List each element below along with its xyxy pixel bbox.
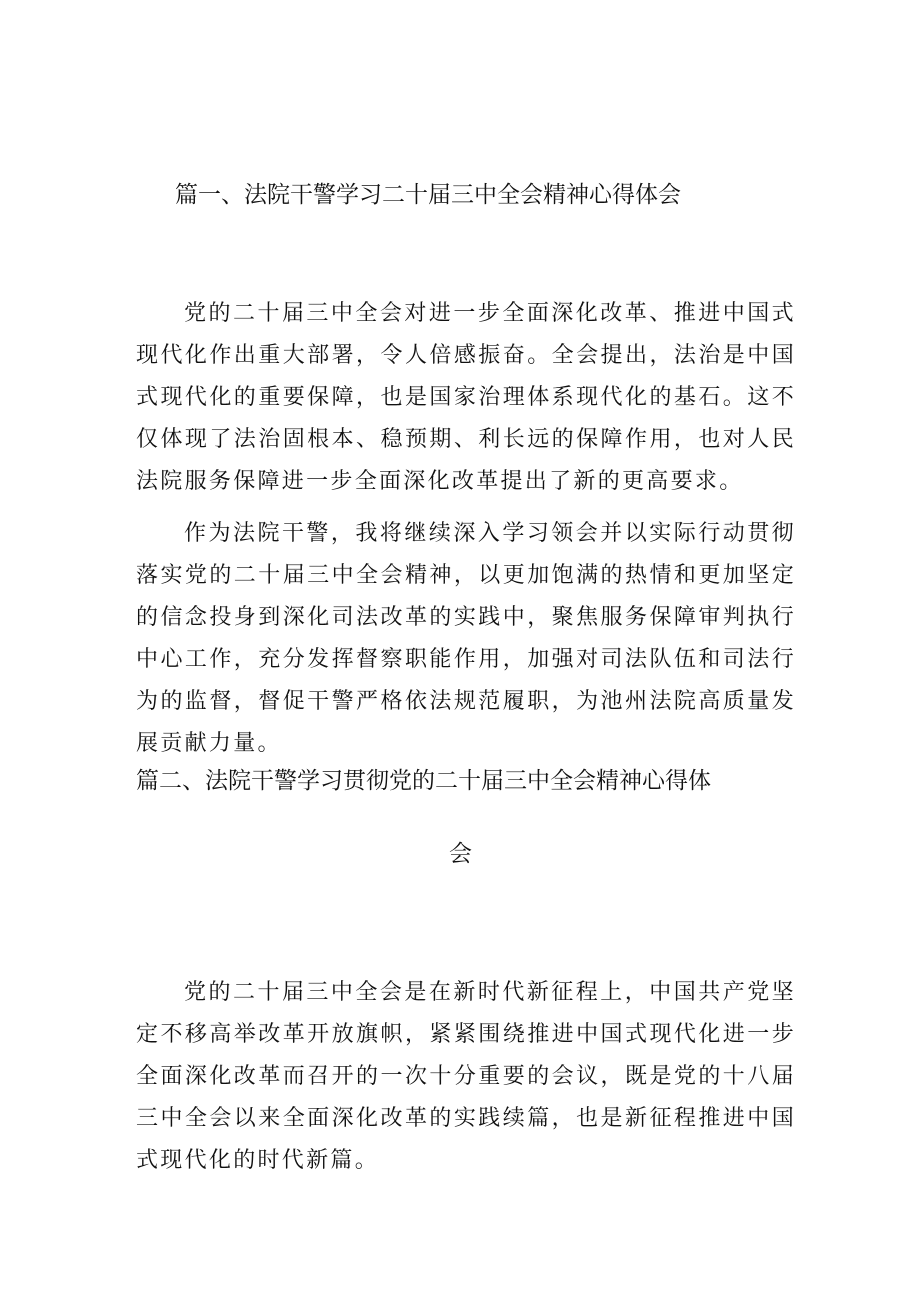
- section-1-paragraph-2: 作为法院干警，我将继续深入学习领会并以实际行动贯彻落实党的二十届三中全会精神，以更加饱满的热情和更加坚定的信念投身到深化司法改革的实践中，聚焦服务保障审判执行中心工作，充分发挥督察职能作用，加强对司法队伍和司法行为的监督，督促干警严格依法规范履职，为池州法院高质量发展贡献力量。: [136, 521, 796, 756]
- section-2-title-line-1: 篇二、法院干警学习贯彻党的二十届三中全会精神心得体: [136, 768, 711, 794]
- section-2-title-line-2: 会: [449, 841, 472, 867]
- section-1-title: 篇一、法院干警学习二十届三中全会精神心得体会: [175, 182, 681, 208]
- section-1-paragraph-1: 党的二十届三中全会对进一步全面深化改革、推进中国式现代化作出重大部署，令人倍感振奋。全会提出，法治是中国式现代化的重要保障，也是国家治理体系现代化的基石。这不仅体现了法治固根本、稳预期、利长远的保障作用，也对人民法院服务保障进一步全面深化改革提出了新的更高要求。: [136, 301, 796, 494]
- section-2-paragraph-1: 党的二十届三中全会是在新时代新征程上，中国共产党坚定不移高举改革开放旗帜，紧紧围绕推进中国式现代化进一步全面深化改革而召开的一次十分重要的会议，既是党的十八届三中全会以来全面深化改革的实践续篇，也是新征程推进中国式现代化的时代新篇。: [136, 980, 796, 1173]
